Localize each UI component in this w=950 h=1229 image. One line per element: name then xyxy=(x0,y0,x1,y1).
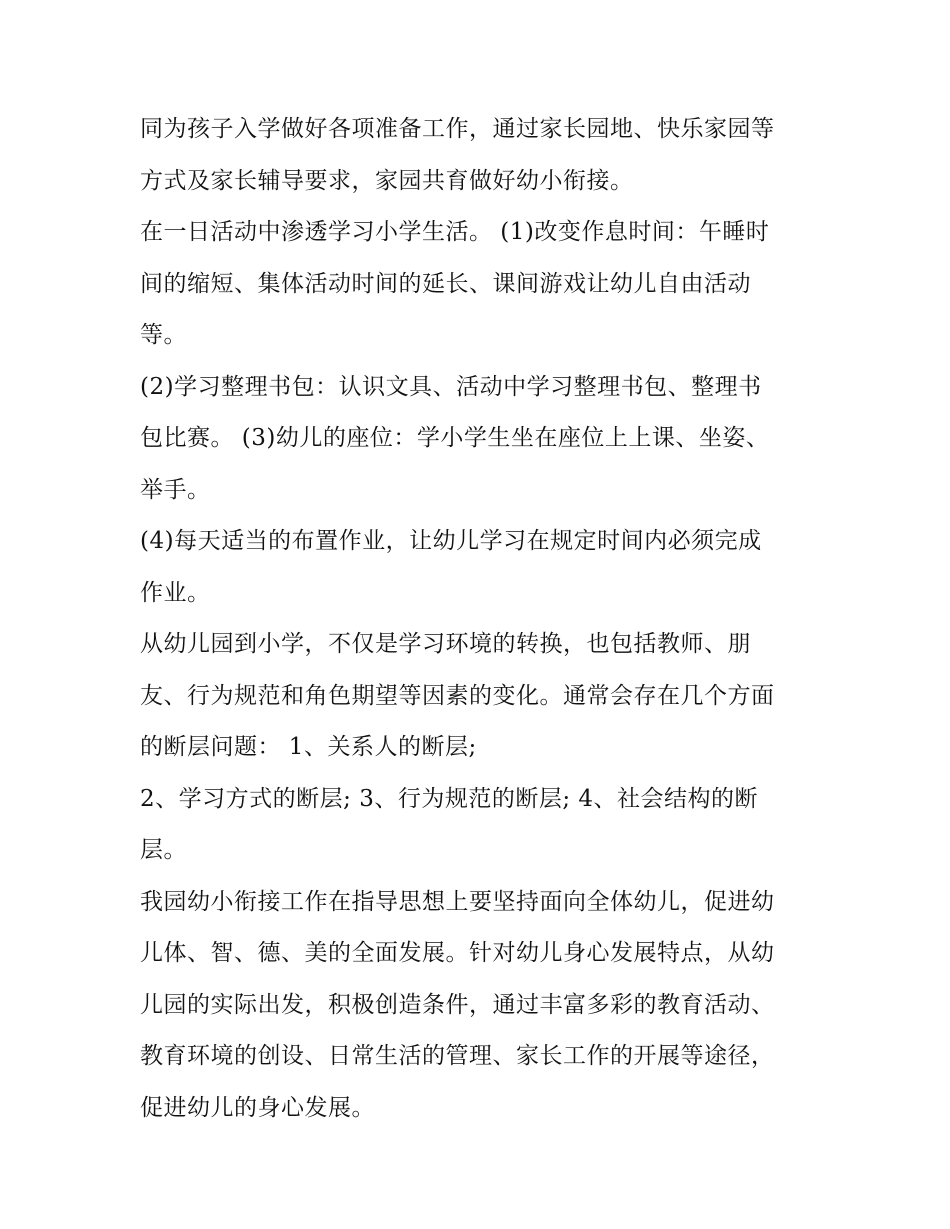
text-line: 作业。 xyxy=(140,579,211,606)
text-line: 儿体、智、德、美的全面发展。针对幼儿身心发展特点，从幼 xyxy=(140,940,775,966)
text-line: 的断层问题： 1、关系人的断层; xyxy=(140,734,477,760)
text-line: 在一日活动中渗透学习小学生活。 (1)改变作息时间：午睡时 xyxy=(140,219,770,245)
text-line: 包比赛。 (3)幼儿的座位：学小学生坐在座位上上课、坐姿、 xyxy=(140,425,770,451)
text-line: 举手。 xyxy=(140,476,211,503)
text-line: 方式及家长辅导要求，家园共育做好幼小衔接。 xyxy=(140,167,634,194)
text-line: 同为孩子入学做好各项准备工作，通过家长园地、快乐家园等 xyxy=(140,116,775,142)
text-line: (4)每天适当的布置作业，让幼儿学习在规定时间内必须完成 xyxy=(140,528,762,554)
text-line: 教育环境的创设、日常生活的管理、家长工作的开展等途径， xyxy=(140,1043,775,1069)
text-line: 我园幼小衔接工作在指导思想上要坚持面向全体幼儿，促进幼 xyxy=(140,888,775,915)
text-line: (2)学习整理书包：认识文具、活动中学习整理书包、整理书 xyxy=(140,373,762,400)
document-body xyxy=(140,104,820,1134)
text-line: 从幼儿园到小学，不仅是学习环境的转换，也包括教师、朋 xyxy=(140,631,751,657)
text-line: 友、行为规范和角色期望等因素的变化。通常会存在几个方面 xyxy=(140,682,775,709)
text-line: 2、学习方式的断层; 3、行为规范的断层; 4、社会结构的断 xyxy=(140,785,759,812)
text-line: 促进幼儿的身心发展。 xyxy=(140,1094,375,1121)
text-line: 等。 xyxy=(140,322,187,348)
text-line: 儿园的实际出发，积极创造条件，通过丰富多彩的教育活动、 xyxy=(140,991,775,1018)
text-line: 层。 xyxy=(140,837,187,863)
text-line: 间的缩短、集体活动时间的延长、课间游戏让幼儿自由活动 xyxy=(140,270,751,297)
